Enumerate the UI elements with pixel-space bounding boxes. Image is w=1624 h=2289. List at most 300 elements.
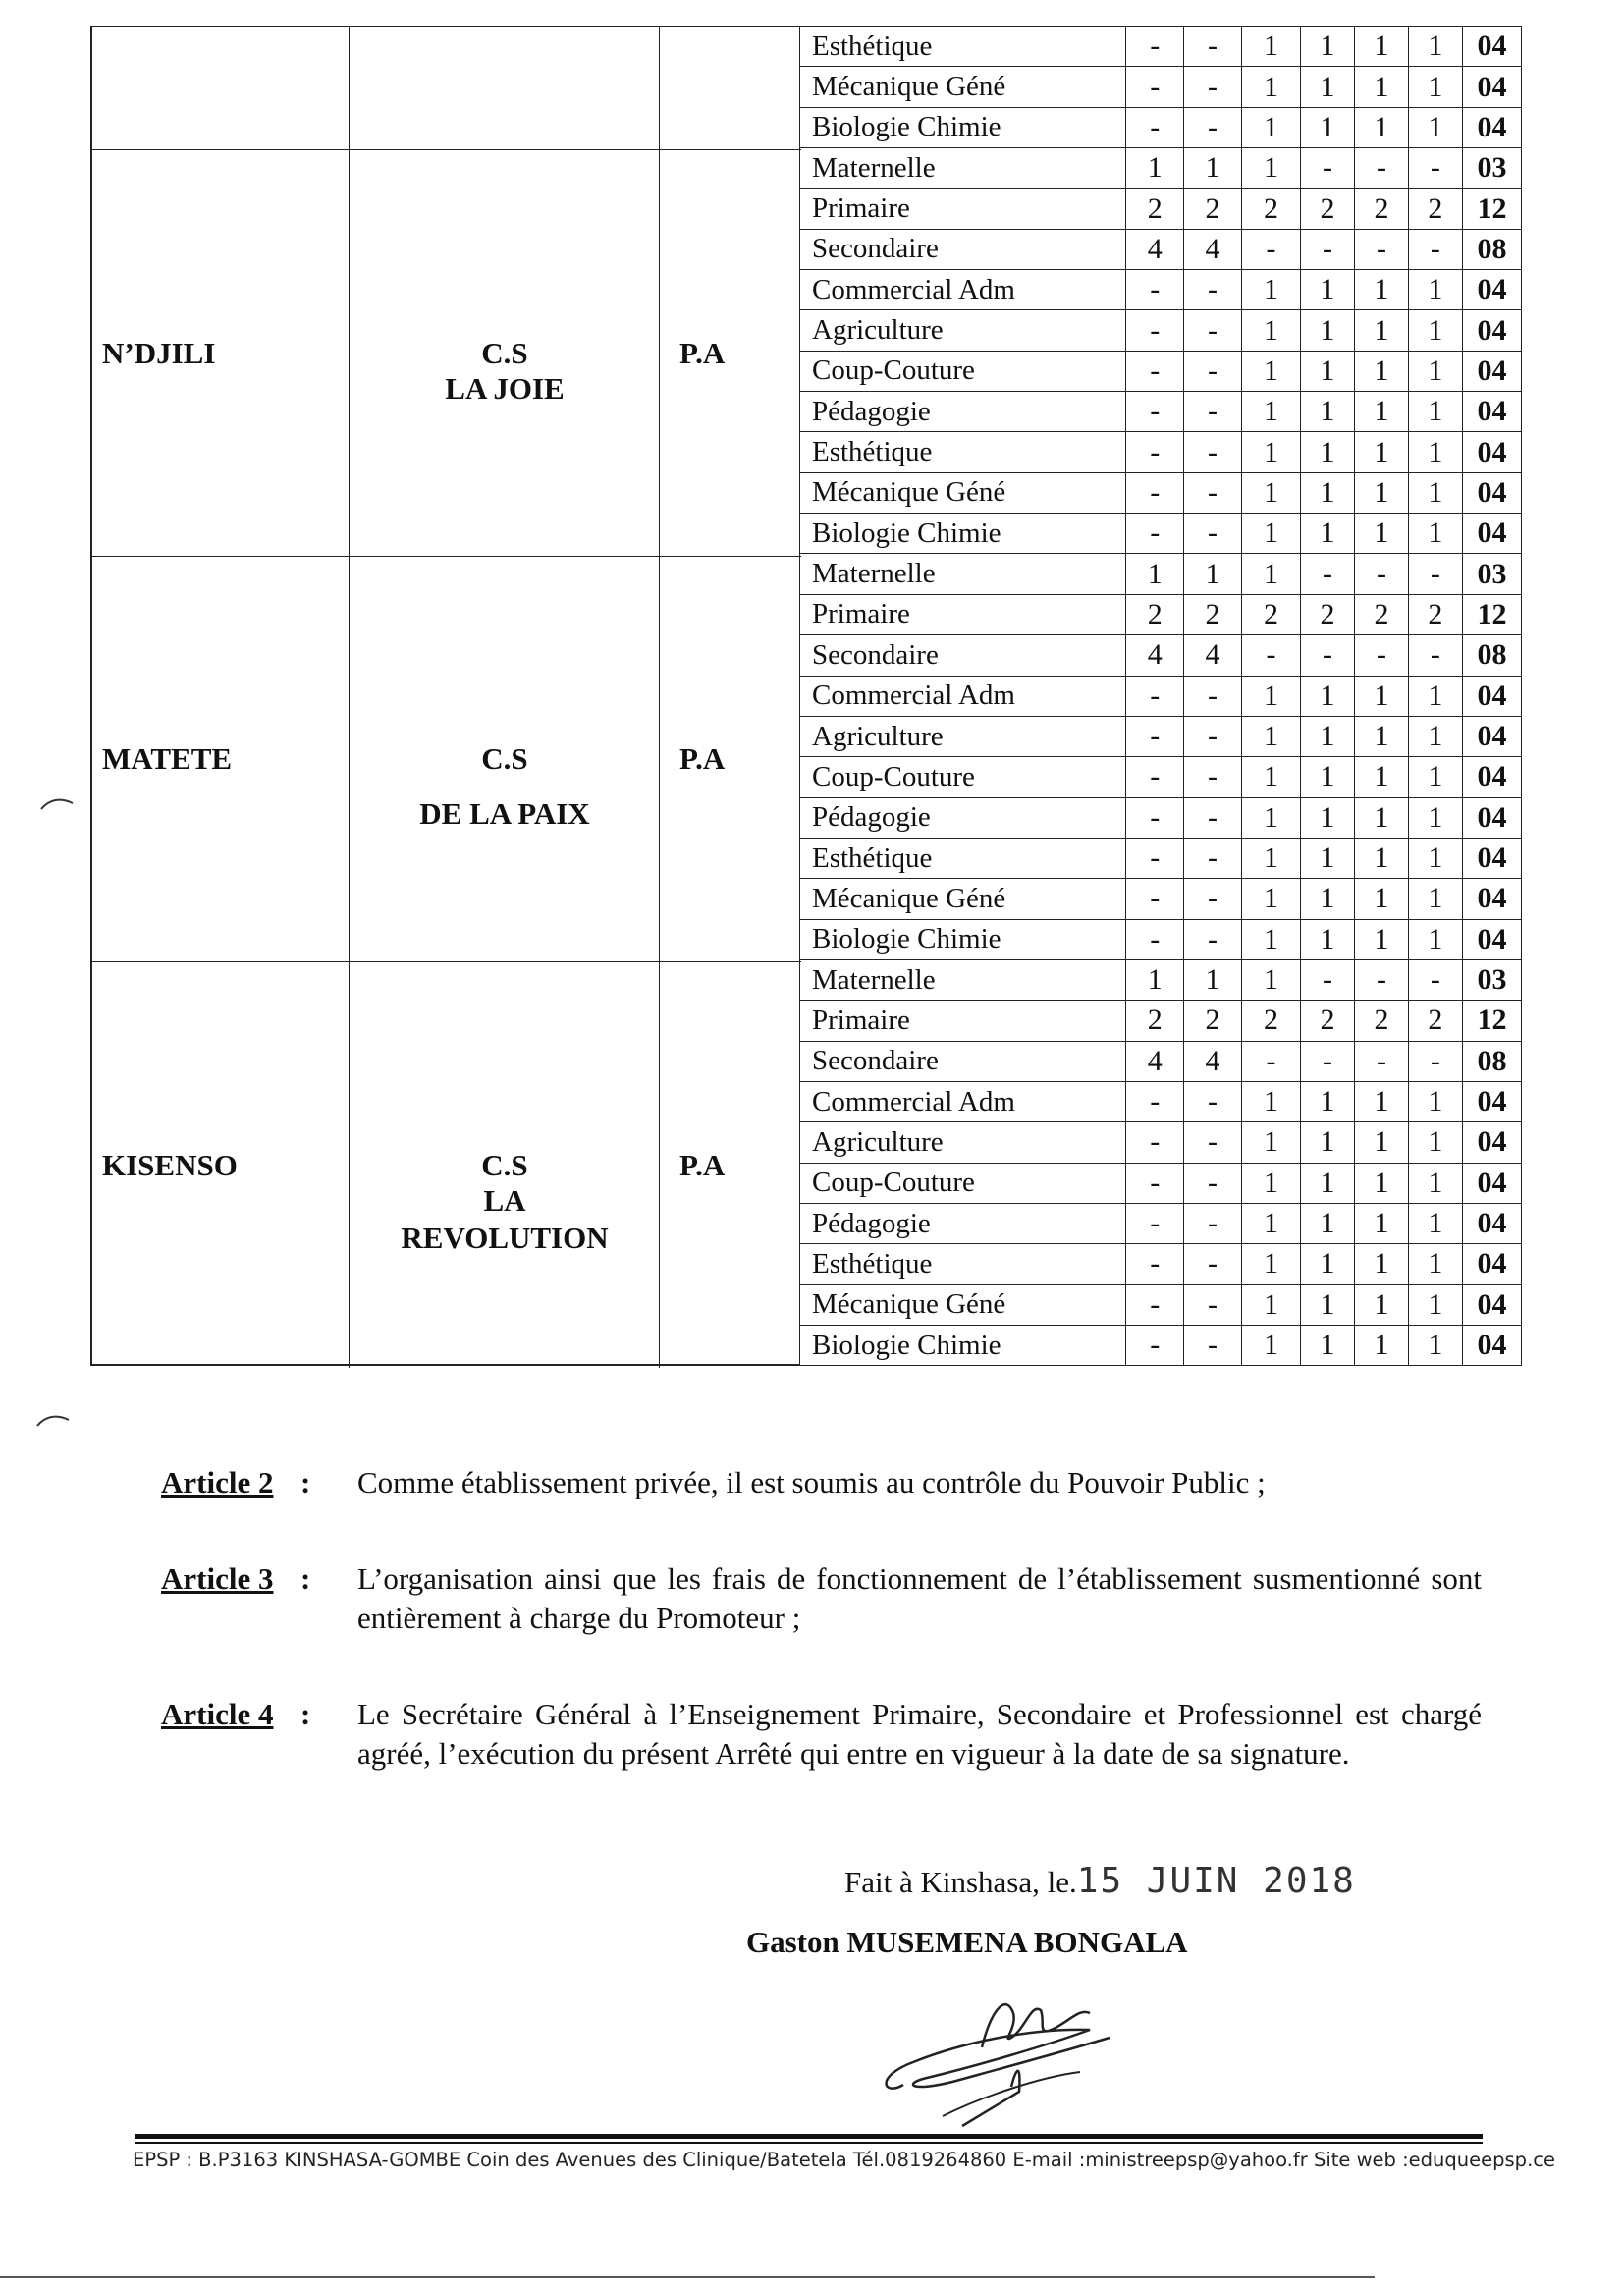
school-group xyxy=(92,961,801,1368)
class-count-cell: 1 xyxy=(1241,1284,1300,1325)
class-count-cell: 1 xyxy=(1301,676,1355,716)
subject-cell: Pédagogie xyxy=(800,1203,1126,1243)
class-count-cell: 1 xyxy=(1301,1081,1355,1121)
table-row xyxy=(800,594,1522,634)
school-name-line2: LA JOIE xyxy=(445,370,565,406)
margin-mark-2 xyxy=(33,1410,73,1430)
class-count-cell: 1 xyxy=(1301,472,1355,513)
total-cell: 12 xyxy=(1462,594,1521,634)
class-count-cell: 1 xyxy=(1241,1203,1300,1243)
class-count-cell: 1 xyxy=(1354,1244,1408,1284)
class-count-cell: - xyxy=(1126,270,1184,310)
total-cell: 04 xyxy=(1462,1081,1521,1121)
subject-cell: Pédagogie xyxy=(800,392,1126,432)
class-count-cell: - xyxy=(1184,676,1242,716)
class-count-cell: - xyxy=(1241,1041,1300,1081)
class-count-cell: - xyxy=(1408,148,1462,189)
table-row xyxy=(800,67,1522,107)
class-count-cell: 1 xyxy=(1241,959,1300,1000)
class-count-cell: 1 xyxy=(1408,107,1462,147)
total-cell: 04 xyxy=(1462,514,1521,554)
class-count-cell: 1 xyxy=(1301,919,1355,959)
class-count-cell: - xyxy=(1184,716,1242,756)
subject-cell: Primaire xyxy=(800,594,1126,634)
total-cell: 04 xyxy=(1462,716,1521,756)
class-count-cell: 4 xyxy=(1184,1041,1242,1081)
class-count-cell: 1 xyxy=(1354,797,1408,838)
class-count-cell: 1 xyxy=(1408,1203,1462,1243)
class-count-cell: 1 xyxy=(1301,838,1355,878)
class-count-cell: - xyxy=(1126,310,1184,351)
class-count-cell: 1 xyxy=(1241,107,1300,147)
article-colon: : xyxy=(300,1697,311,1731)
class-count-cell: 1 xyxy=(1241,838,1300,878)
class-count-cell: 1 xyxy=(1241,716,1300,756)
class-count-cell: 2 xyxy=(1301,1001,1355,1041)
class-count-cell: 1 xyxy=(1354,1122,1408,1163)
class-count-cell: - xyxy=(1184,1122,1242,1163)
class-count-cell: 1 xyxy=(1126,554,1184,594)
total-cell: 03 xyxy=(1462,148,1521,189)
table-row xyxy=(800,757,1522,797)
total-cell: 04 xyxy=(1462,838,1521,878)
class-count-cell: 1 xyxy=(1354,1284,1408,1325)
class-count-cell: 1 xyxy=(1408,676,1462,716)
table-row xyxy=(800,1122,1522,1163)
class-count-cell: - xyxy=(1126,107,1184,147)
class-count-cell: 2 xyxy=(1354,1001,1408,1041)
class-count-cell: 2 xyxy=(1184,594,1242,634)
place-date-line xyxy=(844,1861,1356,1901)
class-count-cell: 2 xyxy=(1126,1001,1184,1041)
class-count-cell: - xyxy=(1301,229,1355,269)
class-count-cell: 1 xyxy=(1301,310,1355,351)
footer-rule-thin xyxy=(135,2142,1483,2144)
class-count-cell: - xyxy=(1184,27,1242,67)
class-count-cell: 1 xyxy=(1301,1163,1355,1203)
total-cell: 04 xyxy=(1462,1284,1521,1325)
class-count-cell: 1 xyxy=(1301,879,1355,919)
table-row xyxy=(800,1001,1522,1041)
class-count-cell: 1 xyxy=(1301,27,1355,67)
article-text: Comme établissement privée, il est soumis au contrôle du Pouvoir Public ; xyxy=(357,1465,1266,1499)
commune-name: KISENSO xyxy=(102,1147,238,1182)
class-count-cell: - xyxy=(1126,1163,1184,1203)
class-count-cell: - xyxy=(1354,554,1408,594)
class-count-cell: - xyxy=(1354,229,1408,269)
total-cell: 12 xyxy=(1462,1001,1521,1041)
subject-cell: Primaire xyxy=(800,189,1126,229)
class-count-cell: 1 xyxy=(1408,1122,1462,1163)
class-count-cell: 1 xyxy=(1408,1284,1462,1325)
table-row xyxy=(800,797,1522,838)
date-stamp: 15 JUIN 2018 xyxy=(1076,1861,1356,1901)
class-count-cell: - xyxy=(1301,635,1355,676)
class-count-cell: 1 xyxy=(1126,148,1184,189)
class-count-cell: 2 xyxy=(1126,594,1184,634)
class-count-cell: 1 xyxy=(1354,716,1408,756)
subject-cell: Esthétique xyxy=(800,1244,1126,1284)
total-cell: 04 xyxy=(1462,919,1521,959)
class-count-cell: - xyxy=(1184,1284,1242,1325)
class-count-cell: 1 xyxy=(1301,392,1355,432)
table-row xyxy=(800,716,1522,756)
class-count-cell: 1 xyxy=(1126,959,1184,1000)
table-row xyxy=(800,432,1522,472)
place-prefix: Fait à Kinshasa, le. xyxy=(844,1865,1077,1899)
class-count-cell: - xyxy=(1184,1081,1242,1121)
class-count-cell: 1 xyxy=(1241,514,1300,554)
table-row xyxy=(800,879,1522,919)
subject-cell: Commercial Adm xyxy=(800,676,1126,716)
class-count-cell: 1 xyxy=(1241,351,1300,391)
table-row xyxy=(800,229,1522,269)
school-name-line3: REVOLUTION xyxy=(401,1220,609,1255)
class-count-cell: 1 xyxy=(1408,1163,1462,1203)
class-count-cell: 1 xyxy=(1354,472,1408,513)
commune-cell xyxy=(92,27,350,149)
class-count-cell: - xyxy=(1126,919,1184,959)
class-count-cell: 1 xyxy=(1408,1326,1462,1366)
school-info-columns xyxy=(90,26,799,1366)
class-count-cell: 1 xyxy=(1241,392,1300,432)
article-colon: : xyxy=(300,1465,311,1499)
class-count-cell: - xyxy=(1184,472,1242,513)
class-distribution-table xyxy=(799,26,1522,1366)
table-row xyxy=(800,351,1522,391)
subject-cell: Coup-Couture xyxy=(800,757,1126,797)
class-count-cell: 1 xyxy=(1241,919,1300,959)
class-count-cell: - xyxy=(1126,351,1184,391)
class-count-cell: 1 xyxy=(1408,757,1462,797)
class-count-cell: - xyxy=(1301,148,1355,189)
class-count-cell: 1 xyxy=(1354,919,1408,959)
class-count-cell: 1 xyxy=(1241,554,1300,594)
subject-cell: Commercial Adm xyxy=(800,270,1126,310)
total-cell: 03 xyxy=(1462,959,1521,1000)
class-count-cell: - xyxy=(1126,716,1184,756)
class-count-cell: 1 xyxy=(1408,919,1462,959)
school-name-line1: C.S xyxy=(481,741,528,777)
article-text: Le Secrétaire Général à l’Enseignement Primaire, Secondaire et Professionnel est chargé agréé, l’exécution du présent Arrêté qui entre en vigueur à la date de sa signature. xyxy=(357,1697,1482,1771)
class-count-cell: - xyxy=(1408,635,1462,676)
class-count-cell: 1 xyxy=(1354,1326,1408,1366)
class-count-cell: 1 xyxy=(1241,676,1300,716)
subject-cell: Coup-Couture xyxy=(800,351,1126,391)
class-count-cell: 1 xyxy=(1354,67,1408,107)
class-count-cell: 1 xyxy=(1354,838,1408,878)
class-count-cell: 1 xyxy=(1354,879,1408,919)
class-count-cell: 1 xyxy=(1408,716,1462,756)
footer-rule xyxy=(135,2134,1483,2139)
class-count-cell: - xyxy=(1241,635,1300,676)
class-count-cell: 1 xyxy=(1354,310,1408,351)
class-count-cell: - xyxy=(1301,959,1355,1000)
class-count-cell: 1 xyxy=(1354,107,1408,147)
class-count-cell: - xyxy=(1184,838,1242,878)
handwritten-signature xyxy=(844,1969,1168,2141)
total-cell: 04 xyxy=(1462,676,1521,716)
article-label: Article 3 xyxy=(161,1561,274,1596)
class-count-cell: - xyxy=(1301,554,1355,594)
class-count-cell: 1 xyxy=(1354,432,1408,472)
table-row xyxy=(800,27,1522,67)
class-count-cell: 1 xyxy=(1408,67,1462,107)
class-count-cell: 1 xyxy=(1301,432,1355,472)
subject-cell: Esthétique xyxy=(800,27,1126,67)
total-cell: 08 xyxy=(1462,635,1521,676)
table-row xyxy=(800,838,1522,878)
subject-cell: Coup-Couture xyxy=(800,1163,1126,1203)
table-row xyxy=(800,1081,1522,1121)
class-count-cell: 1 xyxy=(1301,514,1355,554)
class-count-cell: - xyxy=(1126,27,1184,67)
school-name-line2: DE LA PAIX xyxy=(419,796,590,832)
school-group xyxy=(92,149,801,556)
school-name-line1: C.S xyxy=(481,335,528,370)
footer-address: EPSP : B.P3163 KINSHASA-GOMBE Coin des Avenues des Clinique/Batetela Tél.0819264860 E-mail :ministreepsp@yahoo.fr Site web :eduqueepsp.ce xyxy=(133,2149,1555,2171)
article-4 xyxy=(161,1695,1482,1823)
total-cell: 04 xyxy=(1462,1326,1521,1366)
class-count-cell: 1 xyxy=(1301,1326,1355,1366)
subject-cell: Maternelle xyxy=(800,148,1126,189)
total-cell: 04 xyxy=(1462,797,1521,838)
class-count-cell: - xyxy=(1126,514,1184,554)
class-count-cell: 1 xyxy=(1301,1284,1355,1325)
subject-cell: Pédagogie xyxy=(800,797,1126,838)
table-row xyxy=(800,392,1522,432)
class-count-cell: 1 xyxy=(1354,270,1408,310)
class-count-cell: 1 xyxy=(1354,676,1408,716)
class-count-cell: 1 xyxy=(1408,392,1462,432)
class-count-cell: - xyxy=(1184,432,1242,472)
total-cell: 04 xyxy=(1462,392,1521,432)
class-count-cell: 2 xyxy=(1241,189,1300,229)
class-count-cell: - xyxy=(1354,635,1408,676)
article-colon: : xyxy=(300,1561,311,1596)
commune-name: MATETE xyxy=(102,741,233,777)
class-count-cell: 4 xyxy=(1126,229,1184,269)
class-count-cell: - xyxy=(1354,1041,1408,1081)
class-count-cell: - xyxy=(1184,351,1242,391)
class-count-cell: 1 xyxy=(1241,1326,1300,1366)
subject-cell: Esthétique xyxy=(800,432,1126,472)
class-count-cell: - xyxy=(1126,838,1184,878)
class-count-cell: 1 xyxy=(1301,1244,1355,1284)
regime: P.A xyxy=(679,1147,726,1182)
class-count-cell: - xyxy=(1126,1122,1184,1163)
page-bottom-rule xyxy=(0,2276,1375,2278)
subject-cell: Commercial Adm xyxy=(800,1081,1126,1121)
total-cell: 04 xyxy=(1462,270,1521,310)
class-count-cell: 2 xyxy=(1354,189,1408,229)
class-count-cell: 2 xyxy=(1354,594,1408,634)
class-count-cell: - xyxy=(1301,1041,1355,1081)
class-count-cell: 1 xyxy=(1354,514,1408,554)
class-count-cell: - xyxy=(1184,310,1242,351)
class-count-cell: 1 xyxy=(1241,1244,1300,1284)
class-count-cell: 2 xyxy=(1241,1001,1300,1041)
regime: P.A xyxy=(679,335,726,370)
class-count-cell: 1 xyxy=(1354,27,1408,67)
class-count-cell: 1 xyxy=(1408,351,1462,391)
class-count-cell: 1 xyxy=(1408,432,1462,472)
total-cell: 08 xyxy=(1462,1041,1521,1081)
class-count-cell: 4 xyxy=(1126,635,1184,676)
class-count-cell: - xyxy=(1126,1081,1184,1121)
table-row xyxy=(800,1326,1522,1366)
table-row xyxy=(800,1163,1522,1203)
class-count-cell: - xyxy=(1184,1163,1242,1203)
class-count-cell: - xyxy=(1126,1326,1184,1366)
article-label: Article 4 xyxy=(161,1697,274,1731)
total-cell: 04 xyxy=(1462,757,1521,797)
class-count-cell: - xyxy=(1184,757,1242,797)
class-count-cell: 1 xyxy=(1408,1081,1462,1121)
class-count-cell: 1 xyxy=(1241,432,1300,472)
school-cell xyxy=(350,27,660,149)
class-count-cell: 1 xyxy=(1354,757,1408,797)
class-count-cell: 1 xyxy=(1301,1203,1355,1243)
subject-cell: Mécanique Géné xyxy=(800,879,1126,919)
class-count-cell: 1 xyxy=(1408,472,1462,513)
class-count-cell: - xyxy=(1126,1284,1184,1325)
class-count-cell: 4 xyxy=(1184,229,1242,269)
class-count-cell: 1 xyxy=(1354,1203,1408,1243)
subject-cell: Biologie Chimie xyxy=(800,919,1126,959)
class-count-cell: 1 xyxy=(1408,270,1462,310)
class-count-cell: 1 xyxy=(1354,392,1408,432)
class-count-cell: 1 xyxy=(1301,797,1355,838)
total-cell: 04 xyxy=(1462,1122,1521,1163)
class-count-cell: 1 xyxy=(1354,351,1408,391)
class-count-cell: 1 xyxy=(1408,879,1462,919)
signer-name: Gaston MUSEMENA BONGALA xyxy=(746,1925,1188,1959)
table-row xyxy=(800,1244,1522,1284)
class-count-cell: - xyxy=(1184,1203,1242,1243)
class-count-cell: 1 xyxy=(1241,797,1300,838)
class-count-cell: 1 xyxy=(1241,1081,1300,1121)
class-count-cell: 2 xyxy=(1184,189,1242,229)
class-count-cell: 1 xyxy=(1408,1244,1462,1284)
class-count-cell: - xyxy=(1126,757,1184,797)
total-cell: 03 xyxy=(1462,554,1521,594)
total-cell: 04 xyxy=(1462,1203,1521,1243)
total-cell: 04 xyxy=(1462,1163,1521,1203)
class-count-cell: - xyxy=(1126,472,1184,513)
total-cell: 04 xyxy=(1462,879,1521,919)
subject-cell: Esthétique xyxy=(800,838,1126,878)
class-count-cell: - xyxy=(1126,1203,1184,1243)
subject-cell: Biologie Chimie xyxy=(800,1326,1126,1366)
class-count-cell: - xyxy=(1184,919,1242,959)
class-count-cell: 1 xyxy=(1241,1122,1300,1163)
total-cell: 04 xyxy=(1462,472,1521,513)
class-count-cell: - xyxy=(1184,392,1242,432)
class-count-cell: - xyxy=(1408,554,1462,594)
table-row xyxy=(800,676,1522,716)
class-count-cell: 1 xyxy=(1241,1163,1300,1203)
class-count-cell: - xyxy=(1408,959,1462,1000)
class-count-cell: 1 xyxy=(1241,67,1300,107)
subject-cell: Maternelle xyxy=(800,959,1126,1000)
table-row xyxy=(800,919,1522,959)
class-count-cell: - xyxy=(1184,107,1242,147)
subject-cell: Agriculture xyxy=(800,310,1126,351)
class-count-cell: 2 xyxy=(1241,594,1300,634)
class-count-cell: 1 xyxy=(1301,757,1355,797)
class-count-cell: 4 xyxy=(1126,1041,1184,1081)
class-count-cell: 2 xyxy=(1408,189,1462,229)
class-count-cell: - xyxy=(1184,514,1242,554)
total-cell: 04 xyxy=(1462,351,1521,391)
school-name-line1: C.S xyxy=(481,1147,528,1182)
class-count-cell: - xyxy=(1354,148,1408,189)
class-count-cell: - xyxy=(1184,1326,1242,1366)
table-row xyxy=(800,148,1522,189)
class-count-cell: - xyxy=(1184,270,1242,310)
subject-cell: Mécanique Géné xyxy=(800,67,1126,107)
class-count-cell: - xyxy=(1126,67,1184,107)
class-count-cell: 1 xyxy=(1301,351,1355,391)
table-row xyxy=(800,189,1522,229)
table-row xyxy=(800,554,1522,594)
subject-cell: Secondaire xyxy=(800,229,1126,269)
table-row xyxy=(800,635,1522,676)
class-count-cell: 2 xyxy=(1301,594,1355,634)
class-count-cell: 1 xyxy=(1241,879,1300,919)
article-3 xyxy=(161,1559,1482,1687)
class-count-cell: 1 xyxy=(1241,27,1300,67)
class-count-cell: - xyxy=(1354,959,1408,1000)
class-count-cell: 2 xyxy=(1408,1001,1462,1041)
class-count-cell: 1 xyxy=(1301,270,1355,310)
class-count-cell: 2 xyxy=(1408,594,1462,634)
subject-cell: Agriculture xyxy=(800,1122,1126,1163)
table-row xyxy=(800,310,1522,351)
class-count-cell: - xyxy=(1184,879,1242,919)
class-count-cell: 1 xyxy=(1301,1122,1355,1163)
class-count-cell: 1 xyxy=(1241,270,1300,310)
class-count-cell: 1 xyxy=(1354,1163,1408,1203)
table-row xyxy=(800,270,1522,310)
class-count-cell: - xyxy=(1408,1041,1462,1081)
class-count-cell: 1 xyxy=(1408,838,1462,878)
subject-cell: Agriculture xyxy=(800,716,1126,756)
class-count-cell: - xyxy=(1126,392,1184,432)
school-name-line2: LA xyxy=(483,1182,526,1218)
table-row xyxy=(800,514,1522,554)
class-count-cell: 1 xyxy=(1184,148,1242,189)
regime-cell xyxy=(660,27,801,149)
article-text: L’organisation ainsi que les frais de fonctionnement de l’établissement susmentionné sont entièrement à charge du Promoteur ; xyxy=(357,1561,1482,1635)
subject-cell: Biologie Chimie xyxy=(800,514,1126,554)
total-cell: 08 xyxy=(1462,229,1521,269)
class-count-cell: 1 xyxy=(1408,310,1462,351)
class-count-cell: 1 xyxy=(1301,107,1355,147)
total-cell: 04 xyxy=(1462,67,1521,107)
class-count-cell: 1 xyxy=(1301,716,1355,756)
class-count-cell: - xyxy=(1126,1244,1184,1284)
class-count-cell: 1 xyxy=(1408,27,1462,67)
class-count-cell: - xyxy=(1126,879,1184,919)
class-count-cell: 2 xyxy=(1126,189,1184,229)
class-count-cell: - xyxy=(1184,1244,1242,1284)
class-count-cell: - xyxy=(1126,797,1184,838)
total-cell: 04 xyxy=(1462,1244,1521,1284)
subject-cell: Mécanique Géné xyxy=(800,1284,1126,1325)
class-count-cell: 4 xyxy=(1184,635,1242,676)
